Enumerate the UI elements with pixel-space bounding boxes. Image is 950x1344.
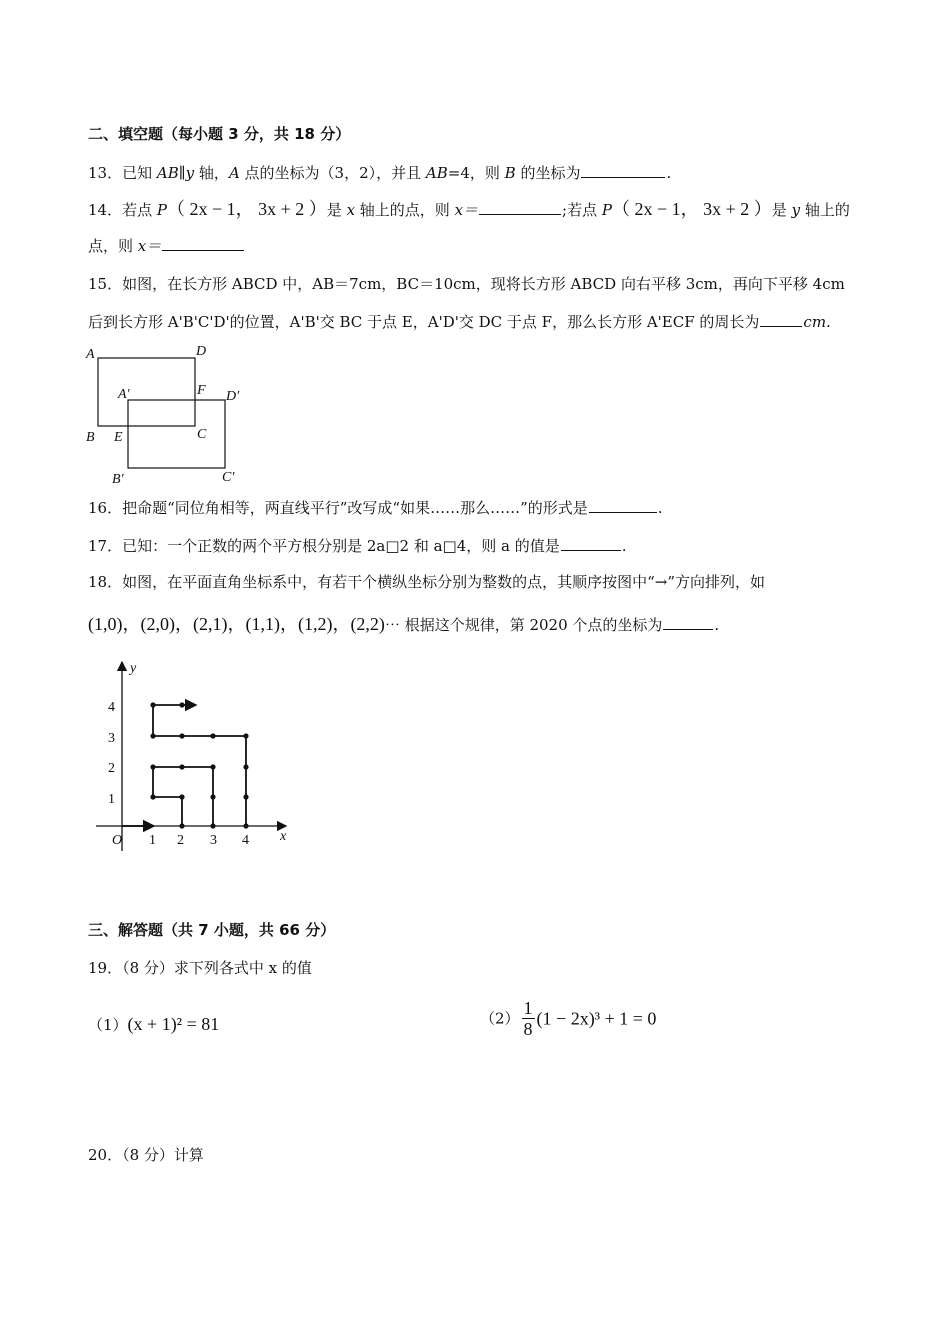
label-B-prime: B′ bbox=[112, 472, 124, 487]
label-B: B bbox=[86, 430, 95, 445]
label-F: F bbox=[197, 383, 206, 398]
q13-number: 13． bbox=[88, 164, 123, 182]
q17-answer-blank[interactable] bbox=[561, 535, 621, 551]
label-C-prime: C′ bbox=[222, 470, 235, 485]
label-D: D bbox=[196, 344, 207, 359]
grid-points bbox=[150, 702, 248, 828]
question-15-cont: 后到长方形 A'B'C'D'的位置，A'B'交 BC 于点 E，A'D'交 DC 于点 F，那么长方形 A'ECF 的周长为 cm. bbox=[88, 313, 831, 331]
q19-part-2: （2） $\frac{1}{8}$ (1 − 2x)³ + 1 = 0 bbox=[480, 998, 657, 1039]
question-17: 17．已知：一个正数的两个平方根分别是 2a□2 和 a□4，则 a 的值是 . bbox=[88, 537, 627, 555]
question-20: 20．（8 分）计算 bbox=[88, 1146, 204, 1164]
question-15: 15．如图，在长方形 ABCD 中，AB＝7cm，BC＝10cm，现将长方形 ABCD 向右平移 3cm，再向下平移 4cm bbox=[88, 275, 845, 293]
origin-label: O bbox=[112, 833, 123, 848]
question-14: 14．若点 P（ 2x − 1， 3x + 2 ）是 x 轴上的点，则 x＝ ;若点 P（ 2x − 1， 3x + 2 ）是 y 轴上的 bbox=[88, 199, 850, 219]
rectangle-a1b1c1d1 bbox=[128, 400, 225, 468]
label-C: C bbox=[197, 427, 207, 442]
label-A-prime: A′ bbox=[118, 387, 130, 402]
question-14-cont: 点，则 x＝ bbox=[88, 235, 245, 256]
q14-answer-blank-2[interactable] bbox=[162, 235, 244, 251]
y-tick-2: 2 bbox=[108, 761, 115, 776]
x-tick-2: 2 bbox=[177, 833, 184, 848]
fraction-one-eighth: $\frac{1}{8}$ bbox=[523, 998, 533, 1039]
x-axis-label: x bbox=[280, 829, 287, 844]
q18-coordinate-figure bbox=[88, 656, 313, 856]
q19-part-1: （1）(x + 1)² = 81 bbox=[88, 1014, 220, 1034]
question-18-cont: (1,0)，(2,0)，(2,1)，(1,1)，(1,2)，(2,2)⋯ 根据这个规律，第 2020 个点的坐标为 . bbox=[88, 614, 720, 634]
section-2-title: 二、填空题（每小题 3 分，共 18 分） bbox=[88, 125, 351, 143]
x-tick-3: 3 bbox=[210, 833, 217, 848]
q18-answer-blank[interactable] bbox=[663, 614, 713, 630]
question-16: 16．把命题“同位角相等，两直线平行”改写成“如果……那么……”的形式是 . bbox=[88, 499, 663, 517]
q16-answer-blank[interactable] bbox=[589, 497, 657, 513]
q15-answer-blank[interactable] bbox=[760, 311, 802, 327]
x-tick-1: 1 bbox=[149, 833, 156, 848]
question-18: 18．如图，在平面直角坐标系中，有若干个横纵坐标分别为整数的点，其顺序按图中“→”方向排列，如 bbox=[88, 573, 766, 591]
y-tick-3: 3 bbox=[108, 731, 115, 746]
q14-answer-blank-1[interactable] bbox=[479, 199, 561, 215]
section-3-title: 三、解答题（共 7 小题，共 66 分） bbox=[88, 921, 336, 939]
label-E: E bbox=[114, 430, 123, 445]
question-19: 19．（8 分）求下列各式中 x 的值 bbox=[88, 959, 312, 977]
q13-answer-blank[interactable] bbox=[581, 162, 665, 178]
x-tick-4: 4 bbox=[242, 833, 249, 848]
question-13: 13．已知 AB∥y 轴，A 点的坐标为（3，2），并且 AB=4，则 B 的坐标为 . bbox=[88, 164, 672, 182]
y-axis-label: y bbox=[130, 661, 137, 676]
q15-rectangles-figure bbox=[80, 338, 250, 488]
label-D-prime: D′ bbox=[226, 389, 240, 404]
y-tick-1: 1 bbox=[108, 792, 115, 807]
rectangle-abcd bbox=[98, 358, 195, 426]
label-A: A bbox=[86, 347, 95, 362]
y-tick-4: 4 bbox=[108, 700, 115, 715]
